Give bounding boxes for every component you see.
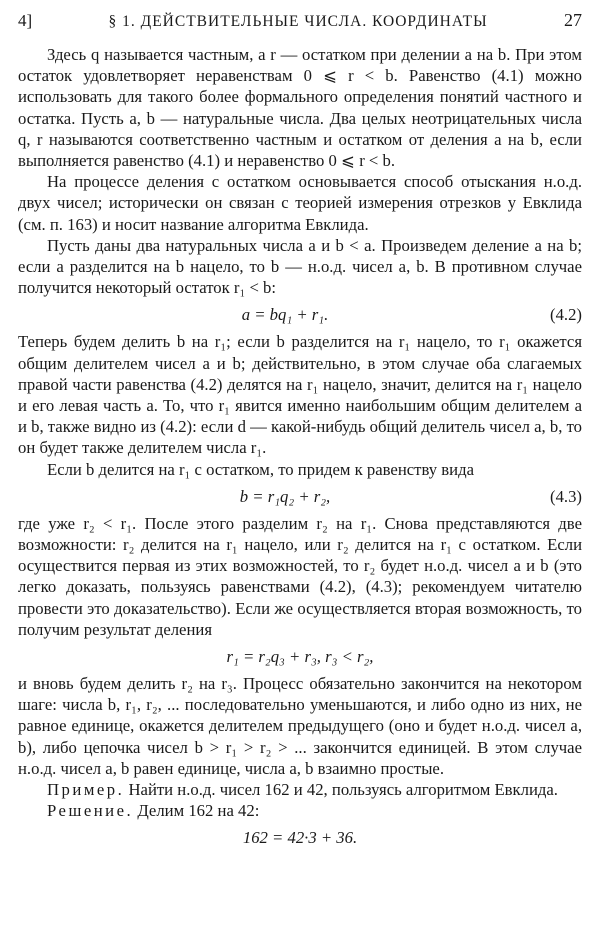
equation-formula: r₁ = r₂q₃ + r₃, r₃ < r₂, [226,646,374,666]
example-paragraph [18,779,582,800]
section-title: § 1. ДЕЙСТВИТЕЛЬНЫЕ ЧИСЛА. КООРДИНАТЫ [108,13,488,30]
solution-label: Решение. [47,801,134,821]
equation-formula: b = r₁q₂ + r₂, [239,486,331,506]
solution-paragraph [18,800,582,821]
example-text: Найти н.о.д. чисел 162 и 42, пользуясь алгоритмом Евклида. [128,780,558,800]
example-label: Пример. [47,780,125,800]
equation-remainder [18,640,582,673]
equation-number: (4.2) [550,305,582,325]
equation-4-3 [18,480,582,513]
paragraph: На процессе деления с остатком основывается способ отыскания н.о.д. двух чисел; исторически он связан с теорией измерения отрезков у Евклида (см. п. 163) и носит название алгоритма Евклида. [18,172,582,234]
page-number: 27 [563,10,582,30]
paragraph: и вновь будем делить r₂ на r₃. Процесс обязательно закончится на некотором шаге: числа b, r₁, r₂, ... последовательно уменьшаются, и либо одно из них, не равное единице, окажется делителем предыдущего (оно и будет н.о.д. чисел a, b), либо цепочка чисел b > r₁ > r₂ > ... закончится единицей. В этом случае н.о.д. чисел a, b равен единице, числа a, b взаимно простые. [18,674,582,778]
body-text [18,44,582,855]
running-header [18,10,582,44]
equation-formula: a = bq₁ + r₁. [241,305,329,325]
paragraph: Здесь q называется частным, а r — остатком при делении a на b. При этом остаток удовлетворяет неравенствам 0 ⩽ r < b. Равенство (4.1) можно использовать для такого более формального определения понятий частного и остатка. Пусть a, b — натуральные числа. Два целых неотрицательных числа q, r называются соответственно частным и остатком от деления a на b, если выполняется равенство (4.1) и неравенство 0 ⩽ r < b. [18,45,582,171]
chapter-mark: 4] [18,11,33,30]
equation-4-2 [18,298,582,331]
paragraph: Если b делится на r₁ с остатком, то придем к равенству вида [47,459,475,479]
equation-formula: 162 = 42·3 + 36. [242,828,358,848]
solution-text: Делим 162 на 42: [137,801,260,821]
equation-number: (4.3) [550,486,582,506]
paragraph: Пусть даны два натуральных числа a и b < a. Произведем деление a на b; если a разделится на b нацело, то b — н.о.д. чисел a, b. В противном случае получится некоторый остаток r₁ < b: [18,235,582,298]
paragraph: Теперь будем делить b на r₁; если b разделится на r₁ нацело, то r₁ окажется общим делителем чисел a и b; действительно, в этом случае оба слагаемых правой части равенства (4.2) делятся на r₁ нацело, значит, делится на r₁ нацело и его левая часть a. То, что r₁ явится именно наибольшим общим делителем a и b, также видно из (4.2): если d — какой-нибудь общий делитель чисел a, b, то он будет также делителем числа r₁. [18,332,582,458]
equation-example [18,822,582,855]
paragraph: где уже r₂ < r₁. После этого разделим r₂ на r₁. Снова представляются две возможности: r₂ делится на r₁ нацело, или r₂ делится на r₁ с остатком. Если осуществится первая из этих возможностей, то r₂ будет н.о.д. чисел a и b (это легко доказать, пользуясь равенствами (4.2), (4.3); рекомендуем читателю провести это доказательство). Если же осуществляется вторая возможность, то получим результат деления [18,513,582,639]
